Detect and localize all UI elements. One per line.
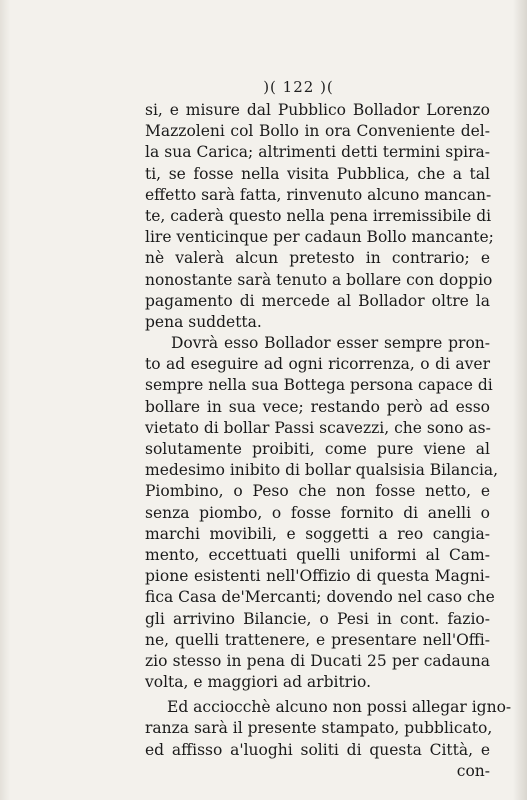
text-line: ed affisso a'luoghi soliti di questa Città, e <box>145 740 490 759</box>
text-line: ti, se fosse nella visita Pubblica, che a tal <box>145 164 490 183</box>
text-line: si, e misure dal Pubblico Bollador Lorenzo <box>145 101 490 119</box>
text-line: pena suddetta. <box>145 312 262 331</box>
text-line: la sua Carica; altrimenti detti termini spira- <box>145 143 490 162</box>
text-line: te, caderà questo nella pena irremissibile di <box>145 206 492 225</box>
text-line: vietato di bollar Passi scavezzi, che sono as- <box>145 418 491 437</box>
page-gutter-shadow <box>0 0 10 800</box>
catchword: con- <box>456 761 490 780</box>
text-line: pagamento di mercede al Bollador oltre la <box>145 291 490 310</box>
text-line: marchi movibili, e soggetti a reo cangia- <box>145 524 490 543</box>
text-line: lire venticinque per cadaun Bollo mancante; <box>145 228 494 247</box>
text-line: Mazzoleni col Bollo in ora Conveniente del- <box>145 122 490 141</box>
text-line: Piombino, o Peso che non fosse netto, e <box>145 482 490 501</box>
text-line: fica Casa de'Mercanti; dovendo nel caso che <box>145 588 495 607</box>
text-line: effetto sarà fatta, rinvenuto alcuno mancan- <box>145 185 492 204</box>
text-line: ne, quelli trattenere, e presentare nell'Offi- <box>145 630 490 649</box>
text-line: ranza sarà il presente stampato, pubblicato, <box>145 719 493 738</box>
body-text <box>145 100 512 782</box>
text-line: gli arrivino Bilancie, o Pesi in cont. fazio- <box>145 609 490 628</box>
paragraph-start-line: Dovrà esso Bollador esser sempre pron- <box>171 334 490 353</box>
text-line: mento, eccettuati quelli uniformi al Cam- <box>145 545 490 564</box>
text-line: sempre nella sua Bottega persona capace di <box>145 376 493 395</box>
text-line: senza piombo, o fosse fornito di anelli o <box>145 503 490 522</box>
text-line: nè valerà alcun pretesto in contrario; e <box>145 249 490 268</box>
page-number-header: )( 122 )( <box>263 78 334 96</box>
text-line: bollare in sua vece; restando però ad esso <box>145 397 490 416</box>
text-line: to ad eseguire ad ogni ricorrenza, o di aver <box>145 355 490 374</box>
text-line: medesimo inibito di bollar qualsisia Bilancia, <box>145 461 499 480</box>
text-line: volta, e maggiori ad arbitrio. <box>145 673 372 692</box>
text-line: pione esistenti nell'Offizio di questa Magni- <box>145 567 490 586</box>
text-line: zio stesso in pena di Ducati 25 per cadauna <box>145 651 490 670</box>
text-line: nonostante sarà tenuto a bollare con doppio <box>145 270 493 289</box>
page-edge-shadow <box>513 0 527 800</box>
text-line: solutamente proibiti, come pure viene al <box>145 440 490 458</box>
paragraph-start-line: Ed acciocchè alcuno non possi allegar igno- <box>167 698 512 717</box>
